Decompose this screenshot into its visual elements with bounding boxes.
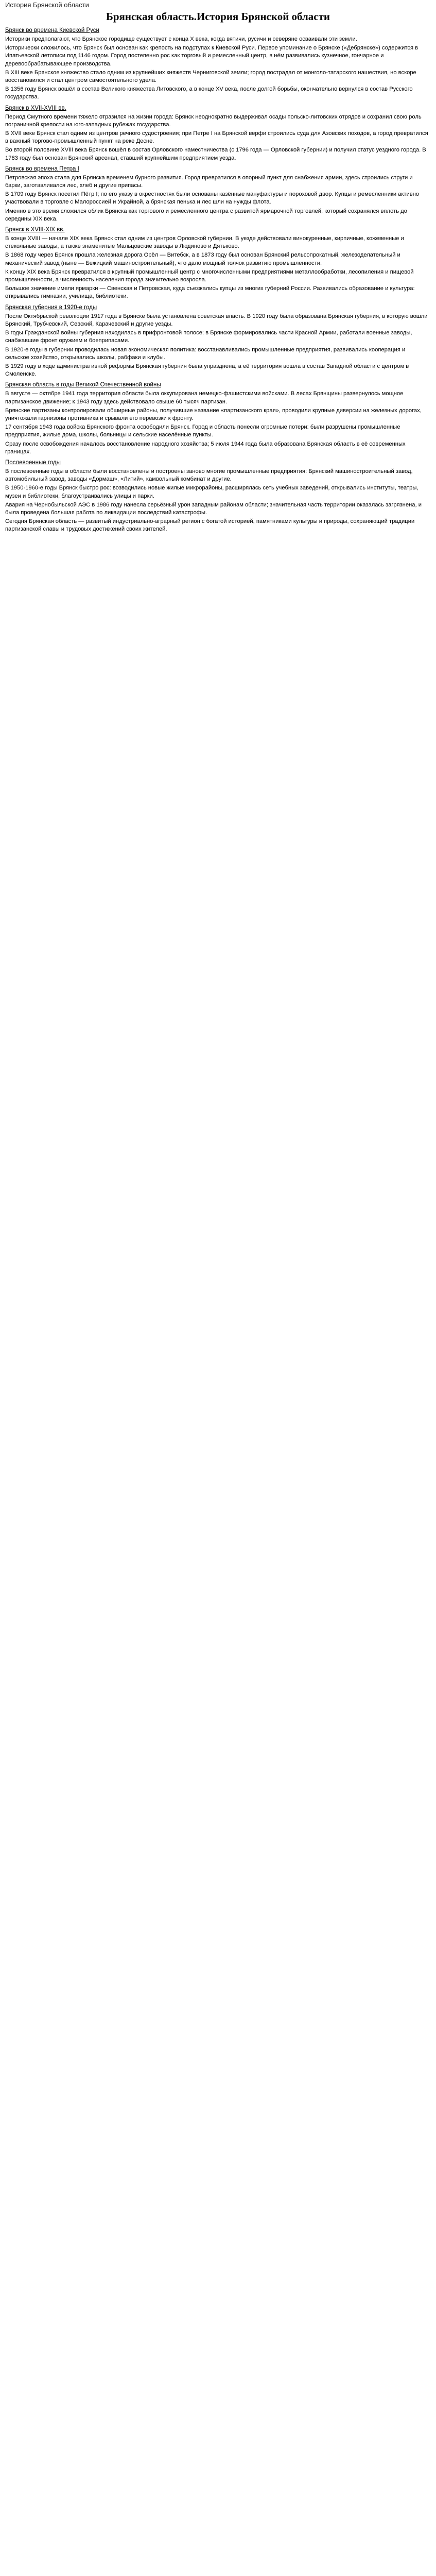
page-title: История Брянской области [5, 1, 89, 9]
paragraph: Период Смутного времени тяжело отразился на жизни города: Брянск неоднократно выдерживал осады польско-литовских отрядов и сохранил свою роль пограничной крепости на юго-западных рубежах государства. [5, 113, 422, 128]
section [5, 105, 431, 162]
section-heading: Брянск во времена Киевской Руси [5, 27, 99, 33]
section-heading: Брянская губерния в 1920-е годы [5, 304, 97, 311]
paragraph: В годы Гражданской войны губерния находилась в прифронтовой полосе; в Брянске формировались части Красной Армии, работали военные заводы, снабжавшие фронт оружием и боеприпасами. [5, 330, 412, 344]
section-heading: Брянск в XVII-XVIII вв. [5, 105, 66, 111]
main-title: Брянская область.История Брянской области [106, 10, 330, 23]
paragraph: В 1709 году Брянск посетил Пётр I; по его указу в окрестностях были основаны казённые мануфактуры и пороховой двор. Купцы и ремесленники активно участвовали в торговле с Малороссией и Украйной, а брянская пенька и лес шли на нужды флота. [5, 191, 420, 206]
paragraph: В послевоенные годы в области были восстановлены и построены заново многие промышленные предприятия: Брянский машиностроительный завод, автомобильный завод, заводы «Дормаш», «Литий», камвольный комбинат и другие. [5, 468, 413, 483]
section [5, 165, 431, 223]
paragraph: В 1920-е годы в губернии проводилась новая экономическая политика: восстанавливались промышленные предприятия, развивались кооперация и сельское хозяйство, открывались школы, рабфаки и клубы. [5, 346, 406, 361]
paragraph: Исторически сложилось, что Брянск был основан как крепость на подступах к Киевской Руси. Первое упоминание о Брянске («Дебрянске») содержится в Ипатьевской летописи под 1146 годом. Город постепенно рос как торговый и ремесленный центр, в нём развивались кузнечное, гончарное и деревообрабатывающее производства. [5, 45, 418, 67]
paragraph: Историки предполагают, что Брянское городище существует с конца X века, когда вятичи, русичи и северяне осваивали эти земли. [5, 36, 357, 42]
section-heading: Брянск в XVIII-XIX вв. [5, 227, 65, 233]
paragraph: Сегодня Брянская область — развитый индустриально-аграрный регион с богатой историей, памятниками культуры и природы, сохраняющий традиции партизанской славы и трудовых достижений своих жителей. [5, 518, 415, 533]
paragraph: Брянские партизаны контролировали обширные районы, получившие название «партизанского края», проводили крупные диверсии на железных дорогах, уничтожали гарнизоны противника и срывали его перевозки к фронту. [5, 407, 422, 421]
section-heading: Брянск во времена Петра I [5, 165, 79, 172]
paragraph: В XVII веке Брянск стал одним из центров речного судостроения; при Петре I на Брянской верфи строились суда для Азовских походов, а город превратился в важный торгово-промышленный пункт на реке Десне. [5, 130, 428, 145]
sections-container [5, 27, 431, 534]
section [5, 381, 431, 456]
document-page [0, 0, 436, 542]
paragraph: Именно в это время сложился облик Брянска как торгового и ремесленного центра с развитой ярмарочной торговлей, который сохранялся вплоть до середины XIX века. [5, 208, 407, 222]
section [5, 304, 431, 379]
paragraph: Во второй половине XVIII века Брянск вошёл в состав Орловского наместничества (с 1796 года — Орловской губернии) и получил статус уездного города. В 1783 году был основан Брянский арсенал, ставший крупнейшим предприятием уезда. [5, 147, 426, 161]
section-heading: Послевоенные годы [5, 459, 61, 466]
paragraph: В конце XVIII — начале XIX века Брянск стал одним из центров Орловской губернии. В уезде действовали винокуренные, кирпичные, кожевенные и стекольные заводы, а также знаменитые Мальцовские заводы в Людиново и Дятьково. [5, 235, 404, 250]
paragraph: В XIII веке Брянское княжество стало одним из крупнейших княжеств Черниговской земли; город пострадал от монголо-татарского нашествия, но вскоре восстановился и стал центром самостоятельного удела. [5, 69, 416, 84]
section-heading: Брянская область в годы Великой Отечественной войны [5, 382, 161, 388]
paragraph: 17 сентября 1943 года войска Брянского фронта освободили Брянск. Город и область понесли огромные потери: были разрушены промышленные предприятия, жилые дома, школы, больницы и сельские населённые пункты. [5, 424, 400, 438]
section [5, 226, 431, 301]
paragraph: К концу XIX века Брянск превратился в крупный промышленный центр с многочисленными предприятиями металлообработки, лесопиления и пищевой промышленности, а численность населения города значительно возросла. [5, 268, 414, 283]
paragraph: Большое значение имели ярмарки — Свенская и Петровская, куда съезжались купцы из многих губерний России. Развивались образование и культура: открывались гимназии, училища, библиотеки. [5, 285, 415, 300]
paragraph: В 1868 году через Брянск прошла железная дорога Орёл — Витебск, а в 1873 году был основан Брянский рельсопрокатный, железоделательный и механический завод (ныне — Бежицкий машиностроительный), что дало мощный толчок развитию промышленности. [5, 252, 400, 266]
paragraph: Авария на Чернобыльской АЭС в 1986 году нанесла серьёзный урон западным районам области; значительная часть территории оказалась загрязнена, и была проведена большая работа по ликвидации последствий катастрофы. [5, 501, 422, 516]
paragraph: Сразу после освобождения началось восстановление народного хозяйства; 5 июля 1944 года была образована Брянская область в её современных границах. [5, 440, 406, 455]
paragraph: После Октябрьской революции 1917 года в Брянске была установлена советская власть. В 1920 году была образована Брянская губерния, в которую вошли Брянский, Трубчевский, Севский, Карачевский и другие уезды. [5, 313, 428, 327]
paragraph: Петровская эпоха стала для Брянска временем бурного развития. Город превратился в опорный пункт для снабжения армии, здесь строились струги и барки, заготавливался лес, хлеб и другие припасы. [5, 174, 413, 189]
section [5, 459, 431, 534]
paragraph: В 1929 году в ходе административной реформы Брянская губерния была упразднена, а её территория вошла в состав Западной области с центром в Смоленске. [5, 363, 409, 378]
section [5, 27, 431, 101]
paragraph: В августе — октябре 1941 года территория области была оккупирована немецко-фашистскими войсками. В лесах Брянщины развернулось мощное партизанское движение; к 1943 году здесь действовало свыше 60 тысяч партизан. [5, 391, 404, 405]
paragraph: В 1356 году Брянск вошёл в состав Великого княжества Литовского, а в конце XV века, после долгой борьбы, окончательно вернулся в состав Русского государства. [5, 86, 413, 100]
paragraph: В 1950-1960-е годы Брянск быстро рос: возводились новые жилые микрорайоны, расширялась сеть учебных заведений, открывались институты, театры, музеи и библиотеки, благоустраивались улицы и парки. [5, 485, 418, 499]
